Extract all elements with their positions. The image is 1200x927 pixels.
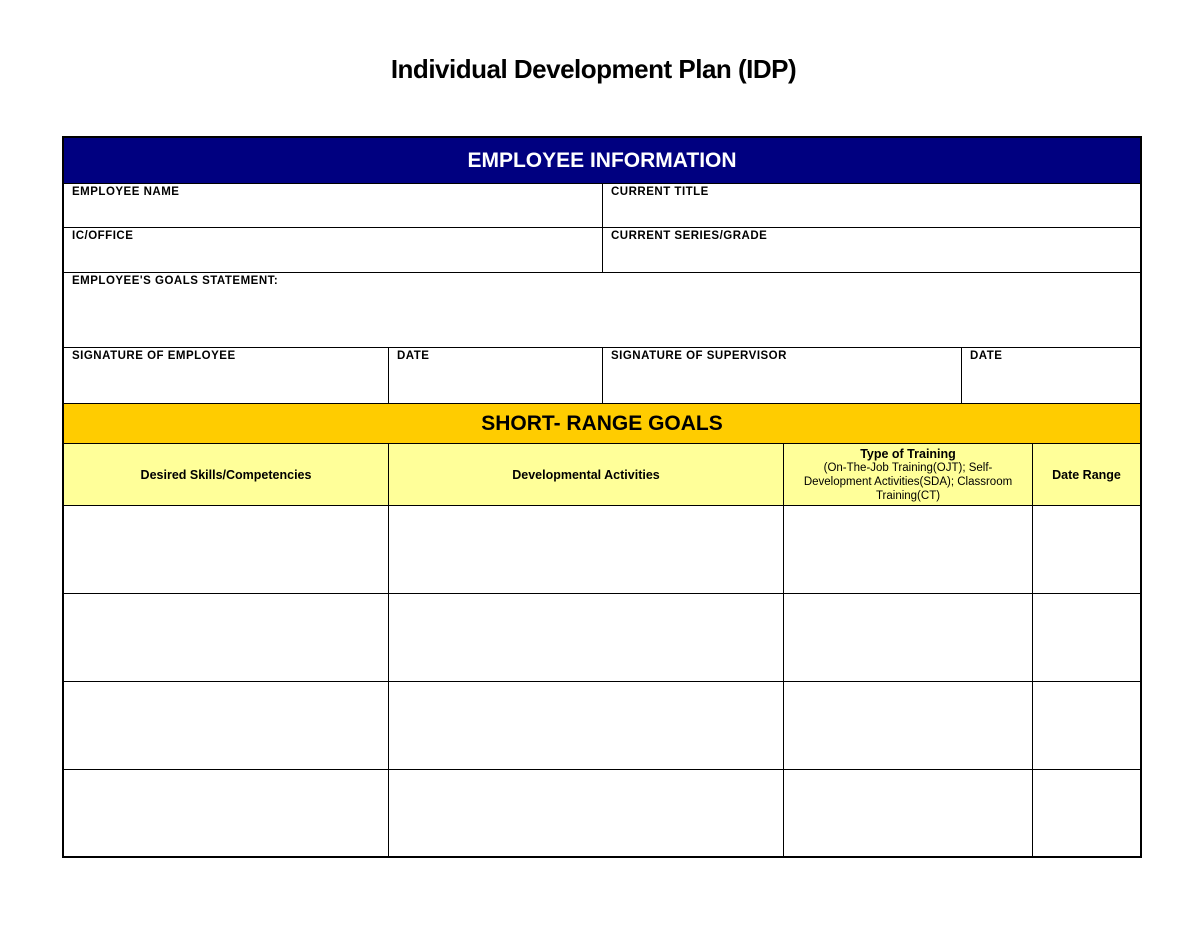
table-row [64,506,1140,594]
skills-cell[interactable] [64,506,389,593]
supervisor-date-label: DATE [970,350,1003,362]
current-title-label: CURRENT TITLE [611,186,709,198]
employee-date-label: DATE [397,350,430,362]
table-row [64,770,1140,856]
date-range-cell[interactable] [1033,506,1140,593]
employee-date-field[interactable] [389,348,603,403]
table-row [64,594,1140,682]
training-cell[interactable] [784,682,1033,769]
date-range-cell[interactable] [1033,770,1140,856]
date-range-cell[interactable] [1033,594,1140,681]
date-range-cell[interactable] [1033,682,1140,769]
page-title: Individual Development Plan (IDP) [390,54,797,84]
signature-employee-label: SIGNATURE OF EMPLOYEE [72,350,236,362]
current-title-field[interactable] [603,184,1140,227]
training-type-description: (On-The-Job Training(OJT); Self-Development Activities(SDA); Classroom Training(CT) [803,461,1013,502]
training-cell[interactable] [784,770,1033,856]
current-series-grade-field[interactable] [603,228,1140,272]
skills-cell[interactable] [64,594,389,681]
row-office-grade [64,228,1140,273]
supervisor-date-field[interactable] [962,348,1140,403]
col-header-activities: Developmental Activities [389,444,784,505]
goals-statement-field[interactable] [64,273,1140,347]
current-series-grade-label: CURRENT SERIES/GRADE [611,230,768,242]
row-signatures [64,348,1140,403]
activities-cell[interactable] [389,770,784,856]
row-goals-statement [64,273,1140,348]
goals-statement-label: EMPLOYEE'S GOALS STATEMENT: [72,275,279,287]
signature-employee-field[interactable] [64,348,389,403]
training-cell[interactable] [784,506,1033,593]
activities-cell[interactable] [389,594,784,681]
signature-supervisor-label: SIGNATURE OF SUPERVISOR [611,350,787,362]
goals-column-headers [64,444,1140,506]
col-header-training [784,444,1033,505]
short-range-goals-header: SHORT- RANGE GOALS [64,403,1140,444]
ic-office-label: IC/OFFICE [72,230,134,242]
activities-cell[interactable] [389,682,784,769]
signature-supervisor-field[interactable] [603,348,962,403]
row-name-title [64,184,1140,228]
idp-form [62,136,1142,858]
skills-cell[interactable] [64,770,389,856]
activities-cell[interactable] [389,506,784,593]
employee-information-header: EMPLOYEE INFORMATION [64,138,1140,184]
table-row [64,682,1140,770]
employee-name-field[interactable] [64,184,603,227]
employee-name-label: EMPLOYEE NAME [72,186,180,198]
col-header-date-range: Date Range [1033,444,1140,505]
col-header-skills: Desired Skills/Competencies [64,444,389,505]
training-cell[interactable] [784,594,1033,681]
ic-office-field[interactable] [64,228,603,272]
training-type-title: Type of Training [860,446,956,461]
skills-cell[interactable] [64,682,389,769]
